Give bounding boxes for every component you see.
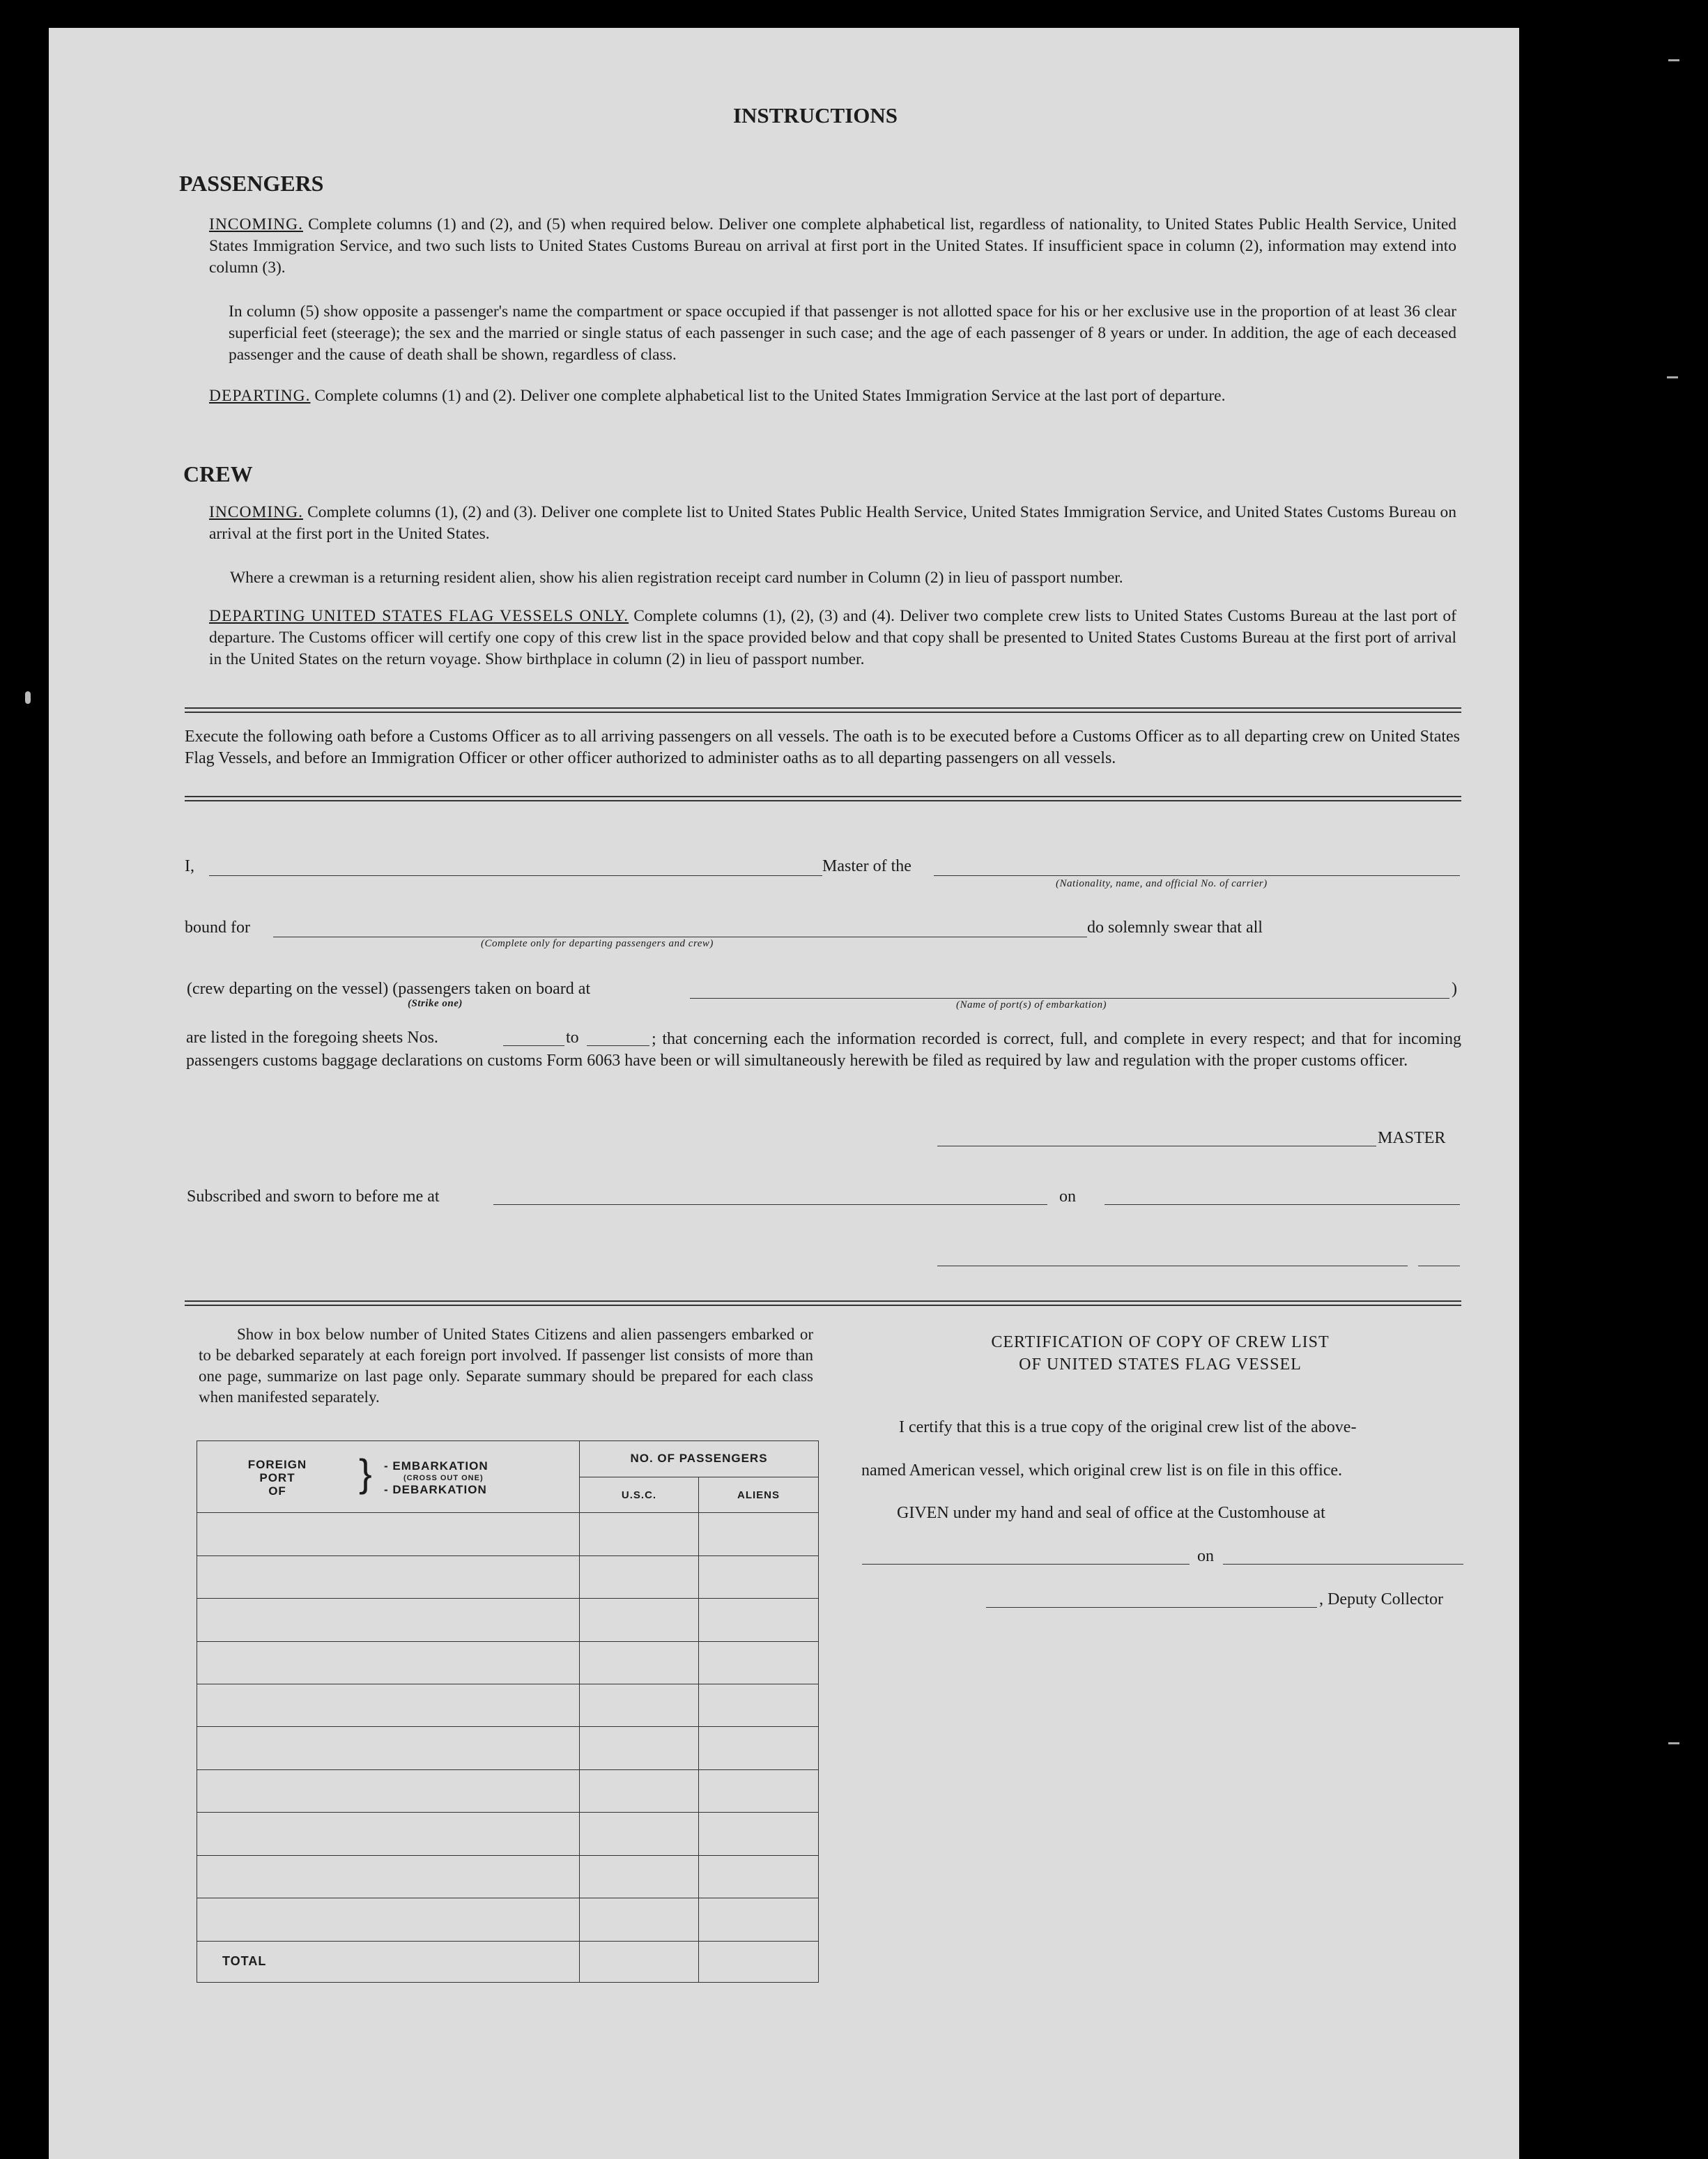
crew-heading: CREW bbox=[183, 461, 253, 486]
usc-cell[interactable] bbox=[580, 1813, 699, 1855]
page-title: INSTRUCTIONS bbox=[732, 103, 898, 128]
table-row bbox=[197, 1684, 819, 1727]
given-line: GIVEN under my hand and seal of office at the Customhouse at bbox=[897, 1504, 1325, 1522]
port-cell[interactable] bbox=[197, 1599, 580, 1641]
aliens-cell[interactable] bbox=[699, 1769, 819, 1812]
total-row bbox=[197, 1941, 819, 1982]
oath-intro-paragraph: Execute the following oath before a Customs Officer as to all arriving passengers on all vessels. The oath is to be executed before a Customs Officer as to all departing crew on United States Flag Vessels, and before an Immigration Officer or other officer authorized to administer oaths as to all departing passengers on all vessels. bbox=[185, 728, 1460, 767]
usc-cell[interactable] bbox=[580, 1555, 699, 1598]
aliens-header: ALIENS bbox=[699, 1477, 819, 1513]
table-row bbox=[197, 1555, 819, 1598]
debarkation-label: - DEBARKATION bbox=[384, 1483, 487, 1496]
aliens-cell[interactable] bbox=[699, 1855, 819, 1898]
summary-instructions: Show in box below number of United States Citizens and alien passengers embarked or to be debarked separately at each foreign port involved. If passenger list consists of more than one page, summarize on last page only. Separate summary should be prepared for each class when manifested separately. bbox=[199, 1326, 813, 1406]
passengers-column5-paragraph: In column (5) show opposite a passenger's name the compartment or space occupied if that passenger is not allotted space for his or her exclusive use in the proportion of at least 36 clear superficial feet (steerage); the sex and the married or single status of each passenger in such case; and the age of each passenger of 8 years or under. In addition, the age of each deceased passenger and the cause of death shall be shown, regardless of class. bbox=[229, 302, 1456, 364]
oath-i-label: I, bbox=[185, 857, 194, 875]
passengers-departing-text: Complete columns (1) and (2). Deliver one complete alphabetical list to the United States Immigration Service at the last port of departure. bbox=[314, 387, 1226, 405]
ports-note: (Name of port(s) of embarkation) bbox=[956, 999, 1107, 1011]
passengers-heading: PASSENGERS bbox=[179, 171, 324, 196]
table-row bbox=[197, 1641, 819, 1684]
divider-double-rule bbox=[185, 1300, 1461, 1306]
port-cell[interactable] bbox=[197, 1727, 580, 1769]
usc-header: U.S.C. bbox=[580, 1477, 699, 1513]
port-cell[interactable] bbox=[197, 1769, 580, 1812]
aliens-cell[interactable] bbox=[699, 1641, 819, 1684]
port-cell[interactable] bbox=[197, 1684, 580, 1727]
scan-mark bbox=[1667, 376, 1678, 378]
passenger-summary-table bbox=[197, 1440, 819, 1983]
carrier-field[interactable] bbox=[934, 875, 1460, 876]
listed-to-label: to bbox=[566, 1029, 579, 1047]
crew-incoming-lead: INCOMING. bbox=[209, 503, 303, 521]
aliens-cell[interactable] bbox=[699, 1727, 819, 1769]
crew-departing-paragraph bbox=[209, 606, 1456, 670]
usc-cell[interactable] bbox=[580, 1727, 699, 1769]
usc-cell[interactable] bbox=[580, 1898, 699, 1941]
crew-departing-text: Complete columns (1), (2), (3) and (4). Deliver two complete crew lists to United States Customs Bureau at the last port of departure. The Customs officer will certify one copy of this crew list in the space provided below and that copy shall be presented to United States Customs Bureau at the first port of arrival in the United States on the return voyage. Show birthplace in column (2) in lieu of passport number. bbox=[209, 607, 1456, 668]
passengers-departing-lead: DEPARTING. bbox=[209, 387, 311, 405]
certification-title-line-1: CERTIFICATION OF COPY OF CREW LIST bbox=[991, 1333, 1330, 1351]
aliens-cell[interactable] bbox=[699, 1813, 819, 1855]
subscribed-label: Subscribed and sworn to before me at bbox=[187, 1188, 440, 1206]
aliens-cell[interactable] bbox=[699, 1513, 819, 1555]
deputy-signature-field[interactable] bbox=[986, 1607, 1317, 1608]
passengers-incoming-text: Complete columns (1) and (2), and (5) when required below. Deliver one complete alphabetical list, regardless of nationality, to United States Public Health Service, United States Immigration Service, and two such lists to United States Customs Bureau on arrival at first port in the United States. If insufficient space in column (2), information may extend into column (3). bbox=[209, 215, 1457, 277]
table-row bbox=[197, 1769, 819, 1812]
carrier-note: (Nationality, name, and official No. of carrier) bbox=[1056, 878, 1268, 889]
aliens-cell[interactable] bbox=[699, 1684, 819, 1727]
embarkation-label: - EMBARKATION bbox=[384, 1459, 488, 1473]
embarkation-ports-field[interactable] bbox=[690, 998, 1449, 999]
usc-cell[interactable] bbox=[580, 1599, 699, 1641]
usc-cell[interactable] bbox=[580, 1769, 699, 1812]
certify-line-2: named American vessel, which original crew list is on file in this office. bbox=[861, 1461, 1343, 1480]
port-label: PORT bbox=[259, 1471, 295, 1484]
master-of-label: Master of the bbox=[822, 857, 911, 875]
cert-date-field[interactable] bbox=[1223, 1564, 1463, 1565]
crew-incoming-text: Complete columns (1), (2) and (3). Deliver one complete list to United States Public Health Service, United States Immigration Service, and United States Customs Bureau on arrival at the first port in the United States. bbox=[209, 503, 1456, 543]
crew-passengers-label: (crew departing on the vessel) (passengers taken on board at bbox=[187, 980, 591, 998]
passengers-departing-paragraph bbox=[209, 385, 1456, 407]
deputy-collector-label: , Deputy Collector bbox=[1319, 1590, 1443, 1608]
crew-departing-lead: DEPARTING UNITED STATES FLAG VESSELS ONLY. bbox=[209, 607, 629, 625]
strike-one-note: (Strike one) bbox=[408, 998, 463, 1009]
close-paren: ) bbox=[1452, 980, 1457, 998]
master-name-field[interactable] bbox=[209, 875, 822, 876]
brace-icon: } bbox=[359, 1451, 372, 1495]
subscribed-date-field[interactable] bbox=[1105, 1204, 1460, 1205]
aliens-cell[interactable] bbox=[699, 1898, 819, 1941]
divider-double-rule bbox=[185, 796, 1461, 801]
divider-double-rule bbox=[185, 707, 1461, 713]
usc-cell[interactable] bbox=[580, 1641, 699, 1684]
solemnly-swear-label: do solemnly swear that all bbox=[1087, 919, 1263, 937]
port-cell[interactable] bbox=[197, 1513, 580, 1555]
customhouse-field[interactable] bbox=[862, 1564, 1190, 1565]
table-row bbox=[197, 1855, 819, 1898]
bound-for-label: bound for bbox=[185, 919, 250, 937]
table-row bbox=[197, 1898, 819, 1941]
cross-out-note: (CROSS OUT ONE) bbox=[403, 1474, 484, 1482]
scan-mark bbox=[25, 691, 31, 704]
foreign-label: FOREIGN bbox=[247, 1458, 307, 1471]
table-row bbox=[197, 1727, 819, 1769]
passengers-incoming-lead: INCOMING. bbox=[209, 215, 303, 233]
certification-title bbox=[861, 1331, 1460, 1376]
crew-incoming-paragraph bbox=[209, 502, 1456, 545]
listed-sheets-text: ; that concerning each the information recorded is correct, full, and complete in every respect; and that for incoming passengers customs baggage declarations on customs Form 6063 have been or will simultaneously herewith be filed as required by law and regulation with the proper customs officer. bbox=[186, 1030, 1461, 1070]
no-of-passengers-header: NO. OF PASSENGERS bbox=[580, 1441, 819, 1477]
of-label: OF bbox=[268, 1484, 286, 1498]
port-cell[interactable] bbox=[197, 1855, 580, 1898]
table-row bbox=[197, 1513, 819, 1555]
master-label: MASTER bbox=[1378, 1129, 1446, 1147]
total-label: TOTAL bbox=[197, 1941, 580, 1982]
aliens-total-cell[interactable] bbox=[699, 1941, 819, 1982]
scan-mark bbox=[1668, 1742, 1679, 1744]
table-row bbox=[197, 1813, 819, 1855]
port-cell[interactable] bbox=[197, 1898, 580, 1941]
scan-mark bbox=[1668, 59, 1679, 61]
certification-title-line-2: OF UNITED STATES FLAG VESSEL bbox=[1019, 1355, 1302, 1374]
listed-sheets-label: are listed in the foregoing sheets Nos. bbox=[186, 1029, 438, 1047]
port-cell[interactable] bbox=[197, 1813, 580, 1855]
subscribed-on-label: on bbox=[1059, 1188, 1076, 1206]
usc-cell[interactable] bbox=[580, 1855, 699, 1898]
passengers-incoming-paragraph bbox=[209, 214, 1456, 279]
aliens-cell[interactable] bbox=[699, 1555, 819, 1598]
subscribed-place-field[interactable] bbox=[493, 1204, 1047, 1205]
usc-cell[interactable] bbox=[580, 1513, 699, 1555]
port-cell[interactable] bbox=[197, 1641, 580, 1684]
port-cell[interactable] bbox=[197, 1555, 580, 1598]
certify-line-1: I certify that this is a true copy of the original crew list of the above- bbox=[899, 1418, 1357, 1436]
usc-cell[interactable] bbox=[580, 1684, 699, 1727]
crew-resident-paragraph: Where a crewman is a returning resident alien, show his alien registration receipt card number in Column (2) in lieu of passport number. bbox=[230, 569, 1123, 587]
cert-on-label: on bbox=[1197, 1547, 1214, 1565]
table-row bbox=[197, 1599, 819, 1641]
departing-note: (Complete only for departing passengers and crew) bbox=[481, 938, 714, 949]
usc-total-cell[interactable] bbox=[580, 1941, 699, 1982]
aliens-cell[interactable] bbox=[699, 1599, 819, 1641]
port-header-cell bbox=[197, 1441, 580, 1513]
